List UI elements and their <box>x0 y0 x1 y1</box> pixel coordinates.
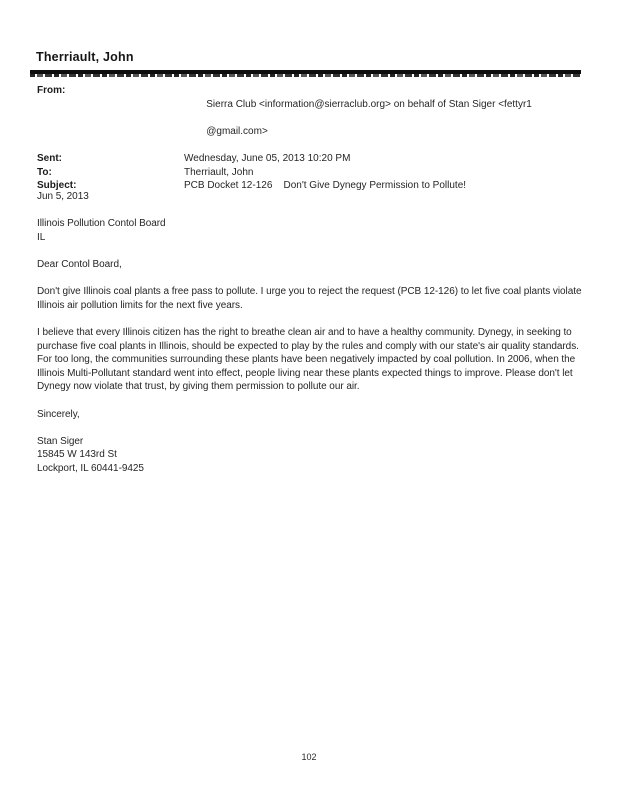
header-rule-solid <box>30 70 581 74</box>
signature-street: 15845 W 143rd St <box>37 449 117 461</box>
from-label: From: <box>37 85 66 96</box>
letter-recipient <box>37 217 593 244</box>
sent-value: Wednesday, June 05, 2013 10:20 PM <box>184 152 351 164</box>
recipient-line1: Illinois Pollution Contol Board <box>37 218 166 230</box>
subject-label: Subject: <box>37 180 77 192</box>
from-value-line1: Sierra Club <information@sierraclub.org> on behalf of Stan Siger <fettyr1 <box>206 98 532 110</box>
header-rule-speckle <box>30 74 581 77</box>
recipient-line2: IL <box>37 231 46 243</box>
to-value: Therriault, John <box>184 166 254 178</box>
email-field-to <box>37 166 585 180</box>
email-header <box>37 84 585 193</box>
page-number: 102 <box>301 752 317 762</box>
header-rule-divider <box>30 70 581 77</box>
letter-date: Jun 5, 2013 <box>37 191 89 202</box>
letter-signature <box>37 435 593 476</box>
from-value <box>184 84 532 152</box>
letter-salutation: Dear Contol Board, <box>37 258 122 270</box>
from-value-line2: @gmail.com> <box>206 125 268 137</box>
letter-paragraph-1: Don't give Illinois coal plants a free pass to pollute. I urge you to reject the request (PCB 12-126) to let five coal plants violate Illinois air pollution limits for the next five years. <box>37 286 582 311</box>
email-field-from <box>37 84 585 152</box>
letter-closing: Sincerely, <box>37 408 80 420</box>
letter-body <box>37 190 593 475</box>
to-label: To: <box>37 166 52 178</box>
document-header-name: Therriault, John <box>36 50 134 64</box>
subject-value: PCB Docket 12-126 Don't Give Dynegy Permission to Pollute! <box>184 180 467 192</box>
signature-city: Lockport, IL 60441-9425 <box>37 462 144 474</box>
sent-label: Sent: <box>37 152 62 164</box>
signature-name: Stan Siger <box>37 435 84 447</box>
email-field-sent <box>37 152 585 166</box>
letter-paragraph-2: I believe that every Illinois citizen has the right to breathe clean air and to have a healthy community. Dynegy, in seeking to purchase five coal plants in Illinois, should be expected to play by the rules and comply with our state's air quality standards. For too long, the communities surrounding these plants have been negatively impacted by coal pollution. In 2006, when the Illinois Multi-Pollutant standard went into effect, people living near these plants expected things to improve. Please don't let Dynegy now violate that trust, by giving them permission to pollute our air. <box>37 326 579 393</box>
